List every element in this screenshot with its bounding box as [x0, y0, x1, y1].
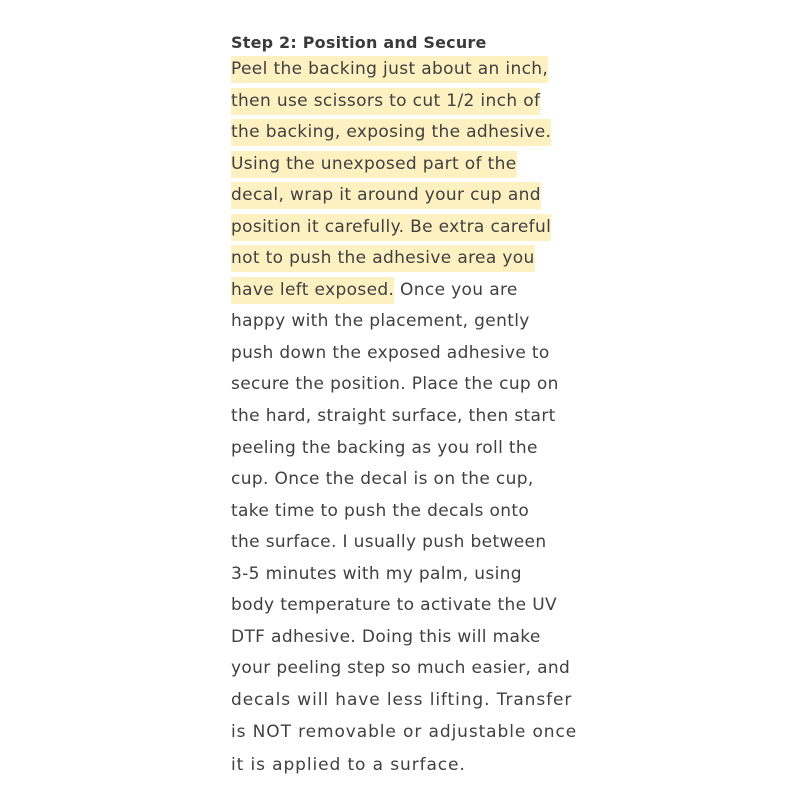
paragraph-line — [231, 338, 601, 370]
highlighted-text: position it carefully. Be extra careful — [231, 214, 551, 241]
plain-text: Once you are — [394, 279, 518, 300]
plain-text: DTF adhesive. Doing this will make — [231, 626, 541, 647]
highlighted-text: Peel the backing just about an inch, — [231, 56, 548, 83]
highlighted-text: the backing, exposing the adhesive. — [231, 119, 551, 146]
plain-text: body temperature to activate the UV — [231, 595, 557, 616]
paragraph-line — [231, 622, 601, 654]
paragraph-line — [231, 559, 601, 591]
plain-text: 3-5 minutes with my palm, using — [231, 563, 522, 584]
paragraph-line — [231, 464, 601, 496]
paragraph-line — [231, 716, 601, 749]
highlighted-text: decal, wrap it around your cup and — [231, 182, 541, 209]
step-paragraph — [231, 54, 601, 782]
paragraph-line — [231, 369, 601, 401]
paragraph-line — [231, 275, 601, 307]
paragraph-line — [231, 653, 601, 685]
plain-text: push down the exposed adhesive to — [231, 342, 550, 363]
paragraph-line — [231, 54, 601, 86]
plain-text: cup. Once the decal is on the cup, — [231, 469, 534, 490]
paragraph-line — [231, 86, 601, 118]
highlighted-text: not to push the adhesive area you — [231, 245, 535, 272]
plain-text: secure the position. Place the cup on — [231, 374, 559, 395]
paragraph-line — [231, 685, 601, 717]
paragraph-line — [231, 749, 601, 782]
paragraph-line — [231, 243, 601, 275]
paragraph-line — [231, 527, 601, 559]
plain-text: is NOT removable or adjustable once — [231, 722, 578, 743]
step-heading: Step 2: Position and Secure — [231, 33, 487, 52]
highlighted-text: then use scissors to cut 1/2 inch of — [231, 88, 540, 115]
plain-text: the surface. I usually push between — [231, 532, 547, 553]
plain-text: your peeling step so much easier, and — [231, 658, 571, 679]
plain-text: the hard, straight surface, then start — [231, 406, 556, 427]
paragraph-line — [231, 149, 601, 181]
paragraph-line — [231, 401, 601, 433]
plain-text: happy with the placement, gently — [231, 311, 530, 332]
plain-text: peeling the backing as you roll the — [231, 437, 538, 458]
plain-text: it is applied to a surface. — [231, 755, 466, 776]
highlighted-text: Using the unexposed part of the — [231, 151, 517, 178]
paragraph-line — [231, 180, 601, 212]
paragraph-line — [231, 212, 601, 244]
paragraph-line — [231, 117, 601, 149]
highlighted-text: have left exposed. — [231, 277, 394, 304]
plain-text: take time to push the decals onto — [231, 500, 530, 521]
paragraph-line — [231, 496, 601, 528]
paragraph-line — [231, 306, 601, 338]
plain-text: decals will have less lifting. Transfer — [231, 689, 573, 710]
paragraph-line — [231, 433, 601, 465]
article-content — [231, 32, 601, 782]
paragraph-line — [231, 590, 601, 622]
